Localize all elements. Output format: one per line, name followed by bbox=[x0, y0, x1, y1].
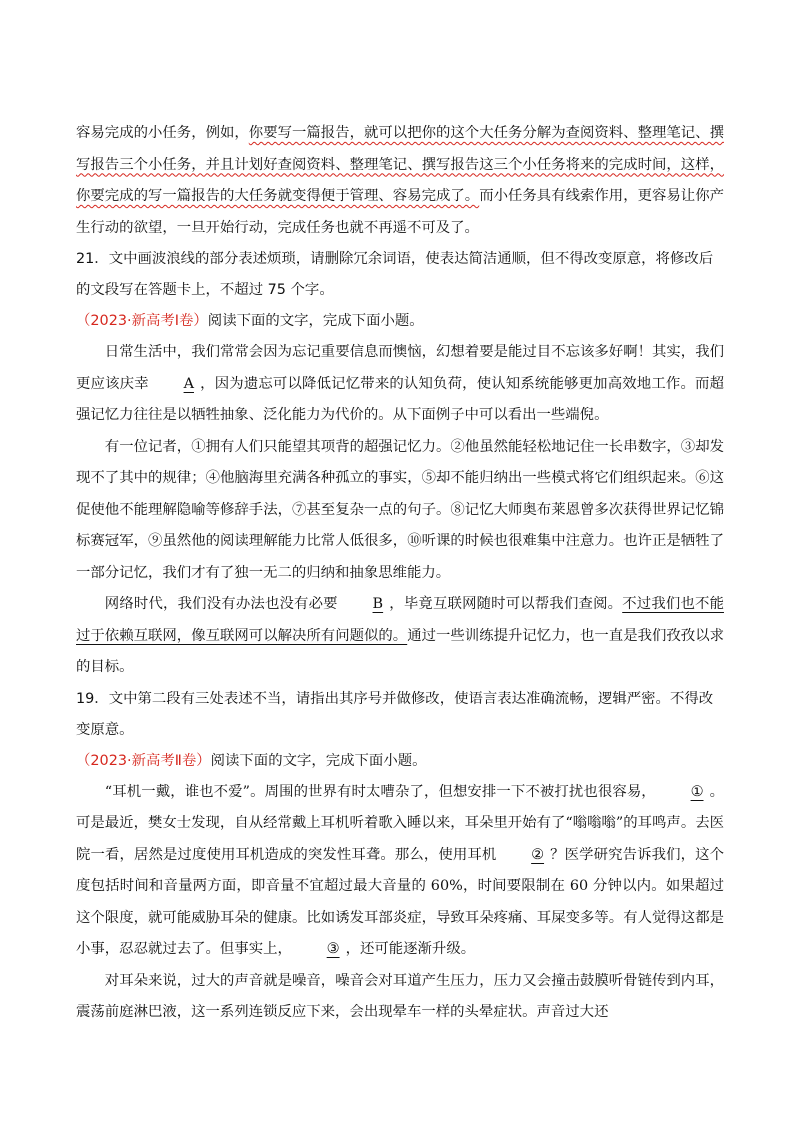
paragraph-earphones bbox=[76, 777, 724, 966]
blank-a: A bbox=[183, 375, 194, 392]
document-body bbox=[76, 118, 724, 1029]
source-instruction: 阅读下面的文字，完成下面小题。 bbox=[210, 752, 427, 769]
text-span: ？医学研究告诉我们，这个度包括时间和音量两方面，即音量不宜超过最大音量的 60%，时间要限制在 60 分钟以内。如果超过这个限度，就可能威胁耳朵的健康。比如诱发耳部炎症，导致耳朵疼痛、耳屎变多等。有人觉得这都是小事，忍忍就过去了。但事实上， bbox=[76, 846, 724, 957]
blank-3: ③ bbox=[326, 941, 340, 957]
exam-tag: （2023·新高考Ⅱ卷） bbox=[76, 752, 211, 769]
text-span: ，因为遗忘可以降低记忆带来的认知负荷，使认知系统能够更加高效地工作。而超强记忆力往往是以牺牲抽象、泛化能力为代价的。从下面例子中可以看出一些端倪。 bbox=[76, 375, 724, 423]
text-span: 容易完成的小任务，例如， bbox=[76, 125, 249, 141]
source-heading-2 bbox=[76, 746, 724, 777]
exam-tag: （2023·新高考Ⅰ卷） bbox=[76, 313, 208, 329]
text-span: 通过一些训练提升记忆力，也一直是我们孜孜以求的目标。 bbox=[76, 627, 724, 675]
blank-2: ② bbox=[531, 846, 545, 863]
question-19: 19．文中第二段有三处表述不当，请指出其序号并做修改，使语言表达准确流畅，逻辑严密。不得改变原意。 bbox=[76, 690, 714, 738]
blank-1: ① bbox=[690, 783, 704, 800]
text-span: 。可是最近，樊女士发现，自从经常戴上耳机听着歌入睡以来，耳朵里开始有了“嗡嗡嗡”的耳鸣声。去医院一看，居然是过度使用耳机造成的突发性耳聋。那么，使用耳机 bbox=[76, 783, 724, 863]
text-span: “耳机一戴，谁也不爱”。周围的世界有时太嘈杂了，但想安排一下不被打扰也很容易， bbox=[104, 783, 656, 800]
paragraph-memory-example: 有一位记者，①拥有人们只能望其项背的超强记忆力。②他虽然能轻松地记住一长串数字，③却发现不了其中的规律；④他脑海里充满各种孤立的事实，⑤却不能归纳出一些模式将它们组织起来。⑥这促使他不能理解隐喻等修辞手法，⑦甚至复杂一点的句子。⑧记忆大师奥布莱恩曾多次获得世界记忆锦标赛冠军，⑨虽然他的阅读理解能力比常人低很多，⑩听课的时候也很难集中注意力。也许正是牺牲了一部分记忆，我们才有了独一无二的归纳和抽象思维能力。 bbox=[76, 438, 724, 581]
source-instruction: 阅读下面的文字，完成下面小题。 bbox=[207, 313, 424, 329]
wavy-underlined-text: 你要写一篇报告，就可以把你的这个大任务分解为查阅资料、整理笔记、撰写报告三个小任务，并且计划好查阅资料、整理笔记、撰写报告这三个小任务将来的完成时间，这样，你要完成的写一篇报告的大任务就变得便于管理、容易完成了。 bbox=[76, 125, 724, 204]
paragraph-memory-intro bbox=[76, 337, 724, 432]
text-span: 网络时代，我们没有办法也没有必要 bbox=[104, 596, 338, 612]
text-span: ，毕竟互联网随时可以帮我们查阅。 bbox=[389, 596, 623, 612]
blank-b: B bbox=[372, 596, 384, 612]
question-21: 21．文中画波浪线的部分表述烦琐，请删除冗余词语，使表达简洁通顺，但不得改变原意，将修改后的文段写在答题卡上，不超过 75 个字。 bbox=[76, 251, 714, 298]
source-heading-1 bbox=[76, 306, 724, 337]
underlined-sentence: 不过我们也不能过于依赖互联网，像互联网可以解决所有问题似的。 bbox=[76, 596, 724, 644]
text-span: 而小任务具有线索作用，更容易让你产生行动的欲望，一旦开始行动，完成任务也就不再遥不可及了。 bbox=[76, 188, 724, 236]
paragraph-noise: 对耳朵来说，过大的声音就是噪音，噪音会对耳道产生压力，压力又会撞击鼓膜听骨链传到内耳，震荡前庭淋巴液，这一系列连锁反应下来，会出现晕车一样的头晕症状。声音过大还 bbox=[76, 972, 724, 1020]
paragraph-task-breakdown bbox=[76, 118, 724, 244]
text-span: ，还可能逐渐升级。 bbox=[345, 941, 476, 957]
paragraph-internet-era bbox=[76, 589, 724, 684]
text-span: 日常生活中，我们常常会因为忘记重要信息而懊恼，幻想着要是能过目不忘该多好啊！其实，我们更应该庆幸 bbox=[76, 344, 724, 392]
